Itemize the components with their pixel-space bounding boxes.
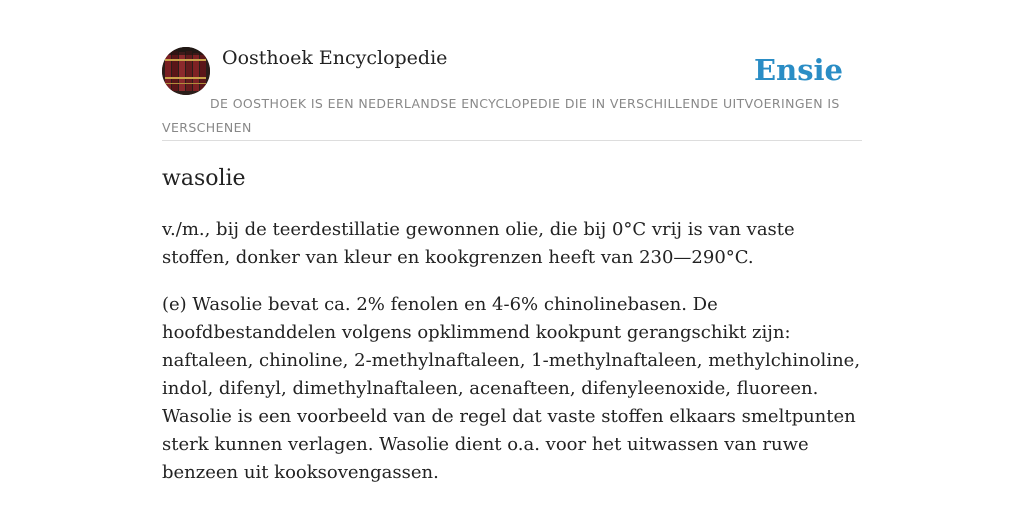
source-header [162,46,862,141]
source-description: DE OOSTHOEK IS EEN NEDERLANDSE ENCYCLOPEDIE DIE IN VERSCHILLENDE UITVOERINGEN IS VERSCHENEN [162,96,840,135]
ensie-logo[interactable]: Ensie [754,53,843,87]
entry-paragraph: v./m., bij de teerdestillatie gewonnen olie, die bij 0°C vrij is van vaste stoffen, donker van kleur en kookgrenzen heeft van 230—290°C. [162,219,795,268]
entry-title: wasolie [162,166,246,191]
entry-paragraph: (e) Wasolie bevat ca. 2% fenolen en 4-6% chinolinebasen. De hoofdbestanddelen volgens opklimmend kookpunt gerangschikt zijn: naftaleen, chinoline, 2-methylnaftaleen, 1-methylnaftaleen, methylchinoline, indol, difenyl, dimethylnaftaleen, acenafteen, difenyleenoxide, fluoreen. Wasolie is een voorbeeld van de regel dat vaste stoffen elkaars smeltpunten sterk kunnen verlagen. Wasolie dient o.a. voor het uitwassen van ruwe benzeen uit kooksovengassen. [162,294,861,483]
book-spines-icon [162,47,210,95]
source-avatar[interactable] [162,47,210,95]
source-title[interactable]: Oosthoek Encyclopedie [222,47,448,69]
entry-body [162,216,862,506]
